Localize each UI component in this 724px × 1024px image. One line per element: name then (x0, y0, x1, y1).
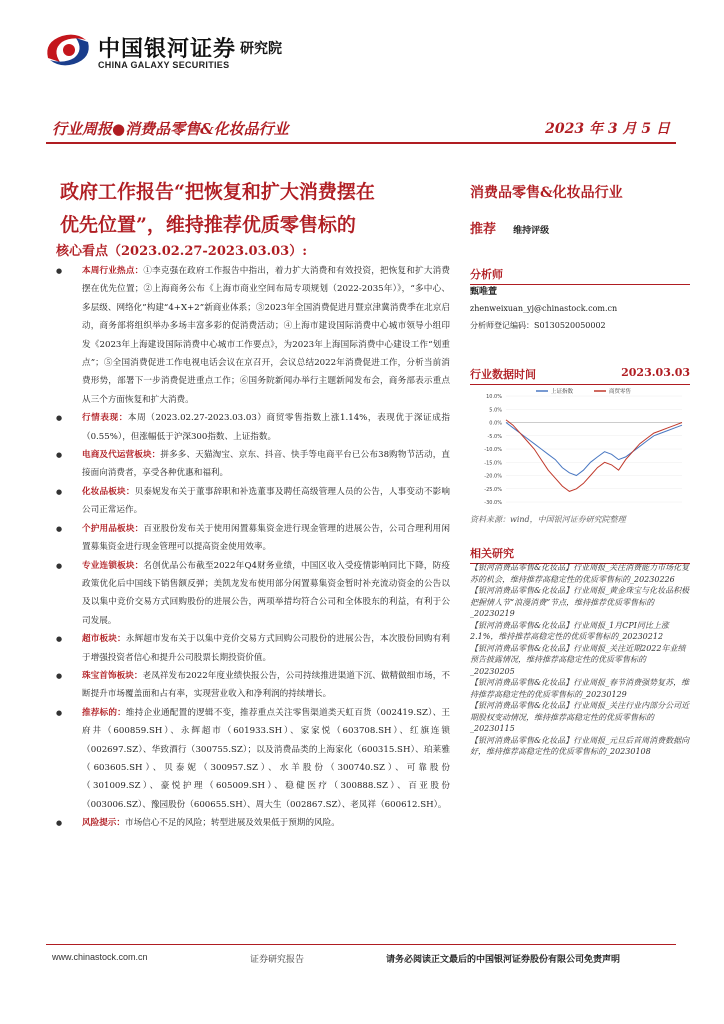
y-tick-label: -10.0% (484, 447, 502, 453)
industry-name: 消费品零售&化妆品行业 (470, 185, 623, 201)
core-point-label: 本周行业热点： (82, 266, 144, 276)
y-tick-label: 10.0% (486, 394, 502, 400)
core-point-item (56, 409, 450, 446)
report-header-bar (46, 114, 676, 144)
core-point-text: ①李克强在政府工作报告中指出，着力扩大消费和有效投资，把恢复和扩大消费摆在优先位置；②上海商务公布《上海市商业空间布局专项规划（2022-2035年）》，“多中心、多层级、网络化”构建“4+X+2”新商业体系；③2023年全国消费促进月暨京津冀消费季在北京启动，商务部将组织举办多场丰富多彩的促消费活动；④上海市建设国际消费中心城市领导小组印发《2023年上海建设国际消费中心城市工作要点》，为2023年上海国际消费中心建设工作“划重点”；⑤全国消费促进工作电视电话会议在京召开，会议总结2022年消费促进工作，分析当前消费形势，部署下一步消费促进重点工作；⑥国务院新闻办举行主题新闻发布会，商务部表示重点从三个方面恢复和扩大消费。 (82, 266, 450, 405)
page-title (60, 176, 460, 242)
core-point-text: 维持企业通配置的逻辑不变，推荐重点关注零售渠道类天虹百货（002419.SZ）、王府井（600859.SH）、永辉超市（601933.SH）、家家悦（603708.SH）、红旗连锁（002697.SZ）、华致酒行（300755.SZ）；以及消费品类的上海家化（600315.SH）、珀莱雅（603605.SH）、贝泰妮（300957.SZ）、水羊股份（300740.SZ）、可靠股份（301009.SZ）、豪悦护理（605009.SH）、稳健医疗（300888.SZ）、百亚股份（003006.SZ）、豫园股份（600655.SH）、周大生（002867.SZ）、老凤祥（600612.SH）。 (82, 707, 450, 810)
core-point-label: 电商及代运营板块： (82, 450, 161, 461)
core-point-label: 珠宝首饰板块： (82, 670, 143, 681)
logo-institute: 研究院 (240, 41, 282, 57)
footer-disclaimer: 请务必阅读正文最后的中国银河证券股份有限公司免责声明 (386, 955, 621, 965)
company-logo (42, 28, 292, 76)
core-point-item (56, 814, 450, 832)
related-research-item[interactable]: 【银河消费品零售&化妆品】行业周报_1月CPI同比上涨2.1%，维持推荐高稳定性的优质零售标的_20230212 (470, 620, 669, 641)
rating-block (470, 218, 690, 237)
core-point-label: 化妆品板块： (82, 486, 135, 497)
logo-chinese-name: 中国银河证券 (98, 37, 237, 62)
related-research-item[interactable]: 【银河消费品零售&化妆品】行业周报_黄金珠宝与化妆品积极把握情人节“浪漫消费”节点，维持推荐优质零售标的_20230219 (470, 586, 690, 618)
core-point-text: 拼多多、天猫淘宝、京东、抖音、快手等电商平台已公布38购物节活动，直接面向消费者，享受各种优惠和福利。 (82, 450, 450, 479)
core-point-text: 名创优品公布截至2022年Q4财务业绩，中国区收入受疫情影响同比下降，防疫政策优化后中国线下销售额反弹；美凯龙发布使用部分闲置募集资金暂时补充流动资金的公告以及以集中竞价交易方式回购股份的进展公告，两项举措均符合公司和全体股东的利益，有利于公司发展。 (82, 560, 450, 626)
industry-performance-chart (470, 384, 690, 510)
y-tick-label: -25.0% (484, 486, 502, 493)
core-point-item (56, 557, 450, 631)
core-points-label: 核心看点（2023.02.27-2023.03.03）: (56, 244, 308, 259)
core-point-item (56, 520, 450, 557)
rating-value: 推荐 (470, 222, 497, 237)
y-tick-label: 0.0% (489, 420, 502, 427)
title-line-2: 优先位置”，维持推荐优质零售标的 (60, 214, 356, 236)
analyst-registration: 分析师登记编码：S0130520050002 (470, 321, 606, 330)
analyst-email[interactable]: zhenweixuan_yj@chinastock.com.cn (470, 304, 618, 313)
core-point-label: 推荐标的： (82, 707, 126, 718)
y-tick-label: -30.0% (484, 500, 502, 506)
y-tick-label: 5.0% (489, 407, 502, 414)
core-point-text: 百亚股份发布关于使用闲置募集资金进行现金管理的进展公告，公司合理利用闲置募集资金进行现金管理可以提高资金使用效率。 (82, 523, 450, 553)
core-point-label: 超市板块： (82, 634, 126, 645)
footer-website-link[interactable]: www.chinastock.com.cn (52, 952, 148, 962)
logo-english-name: CHINA GALAXY SECURITIES (98, 60, 230, 70)
related-research-heading: 相关研究 (470, 545, 690, 564)
rating-note: 维持评级 (513, 226, 550, 236)
report-type: 行业周报●消费品零售&化妆品行业 (52, 120, 289, 138)
y-tick-label: -20.0% (484, 473, 502, 480)
legend-label: 上证指数 (551, 389, 574, 395)
chart-source-note: 资料来源：wind，中国银河证券研究院整理 (470, 515, 626, 524)
related-research-item[interactable]: 【银河消费品零售&化妆品】行业周报_关注消费能力市场化复苏的机会，维持推荐高稳定性的优质零售标的_20230226 (470, 563, 690, 584)
report-date: 2023 年 3 月 5 日 (545, 121, 670, 137)
series-line-2 (506, 420, 682, 492)
related-research-item[interactable]: 【银河消费品零售&化妆品】行业周报_关注近期2022年业绩预告披露情况，维持推荐高稳定性的优质零售标的_20230205 (470, 643, 686, 676)
core-point-label: 专业连锁板块： (82, 560, 144, 571)
footer-report-type: 证券研究报告 (250, 955, 305, 965)
y-tick-label: -15.0% (484, 460, 502, 467)
y-tick-label: -5.0% (487, 433, 502, 440)
industry-data-heading (470, 366, 690, 385)
core-point-item (56, 262, 450, 409)
footer-divider (46, 944, 676, 945)
data-heading-label: 行业数据时间 (470, 368, 536, 381)
core-point-text: 市场信心不足的风险；转型进展及效果低于预期的风险。 (124, 818, 340, 829)
core-point-label: 风险提示： (82, 818, 125, 829)
core-point-item (56, 667, 450, 704)
data-heading-date: 2023.03.03 (621, 366, 690, 379)
related-research-item[interactable]: 【银河消费品零售&化妆品】行业周报_春节消费强势复苏，维持推荐高稳定性的优质零售标的_20230129 (470, 678, 690, 699)
related-research-list (470, 562, 690, 758)
core-point-label: 行情表现： (82, 413, 128, 424)
analyst-name: 甄唯萱 (470, 287, 498, 297)
core-point-text: 本周（2023.02.27-2023.03.03）商贸零售指数上涨1.14%，表现优于深证成指（0.55%），但涨幅低于沪深300指数、上证指数。 (82, 413, 450, 442)
core-point-text: 永辉超市发布关于以集中竞价交易方式回购公司股份的进展公告，本次股份回购有利于增强投资者信心和提升公司股票长期投资价值。 (82, 634, 450, 663)
core-point-text: 贝泰妮发布关于董事辞职和补选董事及聘任高级管理人员的公告，人事变动不影响公司正常运作。 (82, 486, 450, 516)
analyst-heading: 分析师 (470, 266, 690, 285)
core-point-item (56, 704, 450, 814)
core-point-item (56, 483, 450, 520)
galaxy-logo-icon (42, 28, 94, 72)
core-point-text: 老凤祥发布2022年度业绩快报公告，公司持续推进渠道下沉、做精做细市场，不断提升市场覆盖面和占有率，实现营业收入和净利润的持续增长。 (82, 670, 450, 700)
core-points-list (56, 262, 450, 833)
related-research-item[interactable]: 【银河消费品零售&化妆品】行业周报_元旦后首周消费数据向好，维持推荐高稳定性的优质零售标的_20230108 (470, 735, 690, 756)
title-line-1: 政府工作报告“把恢复和扩大消费摆在 (60, 181, 375, 203)
core-point-item (56, 630, 450, 667)
core-point-label: 个护用品板块： (82, 523, 144, 534)
legend-label: 商贸零售 (609, 389, 632, 395)
related-research-item[interactable]: 【银河消费品零售&化妆品】行业周报_关注行业内部分公司近期股权变动情况，维持推荐高稳定性的优质零售标的_20230115 (470, 701, 690, 733)
core-point-item (56, 446, 450, 483)
